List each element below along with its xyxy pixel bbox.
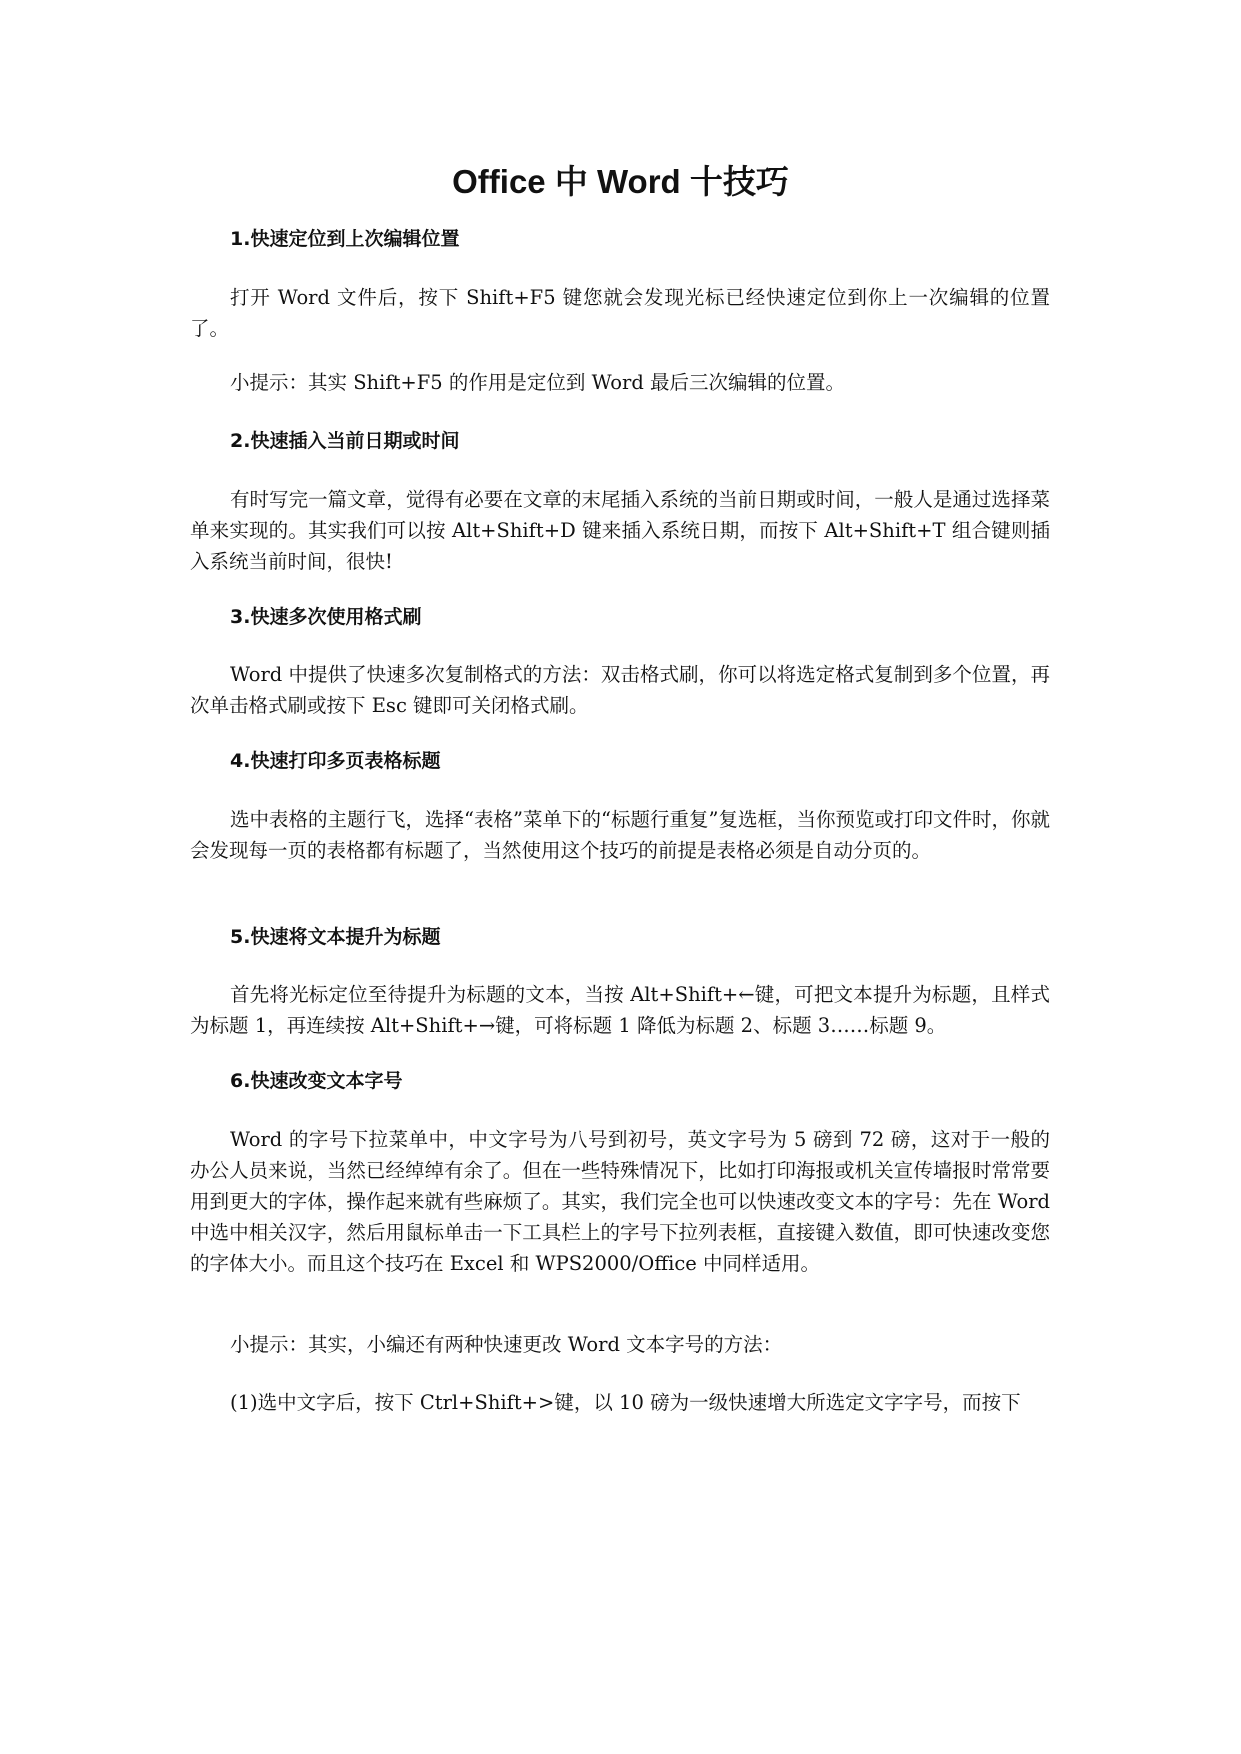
- section-6-tip: [190, 1329, 1050, 1360]
- tip-text: 小提示：其实 Shift+F5 的作用是定位到 Word 最后三次编辑的位置。: [230, 371, 846, 394]
- section-6-method-1: [190, 1387, 1050, 1418]
- paragraph-text: (1)选中文字后，按下 Ctrl+Shift+>键，以 10 磅为一级快速增大所选定文字字号，而按下: [230, 1391, 1021, 1414]
- section-6-heading: [190, 1066, 1050, 1096]
- heading-text: 1.快速定位到上次编辑位置: [230, 228, 460, 250]
- paragraph-text: 打开 Word 文件后，按下 Shift+F5 键您就会发现光标已经快速定位到你上一次编辑的位置了。: [190, 286, 1050, 340]
- paragraph-text: 首先将光标定位至待提升为标题的文本，当按 Alt+Shift+←键，可把文本提升为标题，且样式为标题 1，再连续按 Alt+Shift+→键，可将标题 1 降低为标题 2、标题 3……标题 9。: [190, 983, 1050, 1037]
- heading-text: 2.快速插入当前日期或时间: [230, 430, 460, 452]
- section-3-heading: [190, 602, 1050, 632]
- tip-text: 小提示：其实，小编还有两种快速更改 Word 文本字号的方法：: [230, 1333, 783, 1356]
- section-5-heading: [190, 922, 1050, 952]
- section-1-tip: [190, 367, 1050, 398]
- heading-text: 3.快速多次使用格式刷: [230, 606, 422, 628]
- page-title: Office 中 Word 十技巧: [452, 163, 789, 200]
- section-6-paragraph: [190, 1124, 1050, 1279]
- section-3-paragraph: [190, 659, 1050, 721]
- section-2-paragraph: [190, 484, 1050, 577]
- heading-text: 5.快速将文本提升为标题: [230, 926, 441, 948]
- paragraph-text: Word 的字号下拉菜单中，中文字号为八号到初号，英文字号为 5 磅到 72 磅，这对于一般的办公人员来说，当然已经绰绰有余了。但在一些特殊情况下，比如打印海报或机关宣传墙报时常常要用到更大的字体，操作起来就有些麻烦了。其实，我们完全也可以快速改变文本的字号：先在 Word 中选中相关汉字，然后用鼠标单击一下工具栏上的字号下拉列表框，直接键入数值，即可快速改变您的字体大小。而且这个技巧在 Excel 和 WPS2000/Office 中同样适用。: [190, 1128, 1050, 1275]
- section-1-paragraph: [190, 282, 1050, 344]
- section-5-paragraph: [190, 979, 1050, 1041]
- paragraph-text: 选中表格的主题行飞，选择“表格”菜单下的“标题行重复”复选框，当你预览或打印文件时，你就会发现每一页的表格都有标题了，当然使用这个技巧的前提是表格必须是自动分页的。: [190, 808, 1050, 862]
- heading-text: 4.快速打印多页表格标题: [230, 750, 441, 772]
- paragraph-text: Word 中提供了快速多次复制格式的方法：双击格式刷，你可以将选定格式复制到多个位置，再次单击格式刷或按下 Esc 键即可关闭格式刷。: [190, 663, 1050, 717]
- section-4-paragraph: [190, 804, 1050, 866]
- heading-text: 6.快速改变文本字号: [230, 1070, 403, 1092]
- paragraph-text: 有时写完一篇文章，觉得有必要在文章的末尾插入系统的当前日期或时间，一般人是通过选择菜单来实现的。其实我们可以按 Alt+Shift+D 键来插入系统日期，而按下 Alt+Shift+T 组合键则插入系统当前时间，很快!: [190, 488, 1050, 573]
- section-4-heading: [190, 746, 1050, 776]
- section-2-heading: [190, 426, 1050, 456]
- section-1-heading: [190, 224, 1050, 254]
